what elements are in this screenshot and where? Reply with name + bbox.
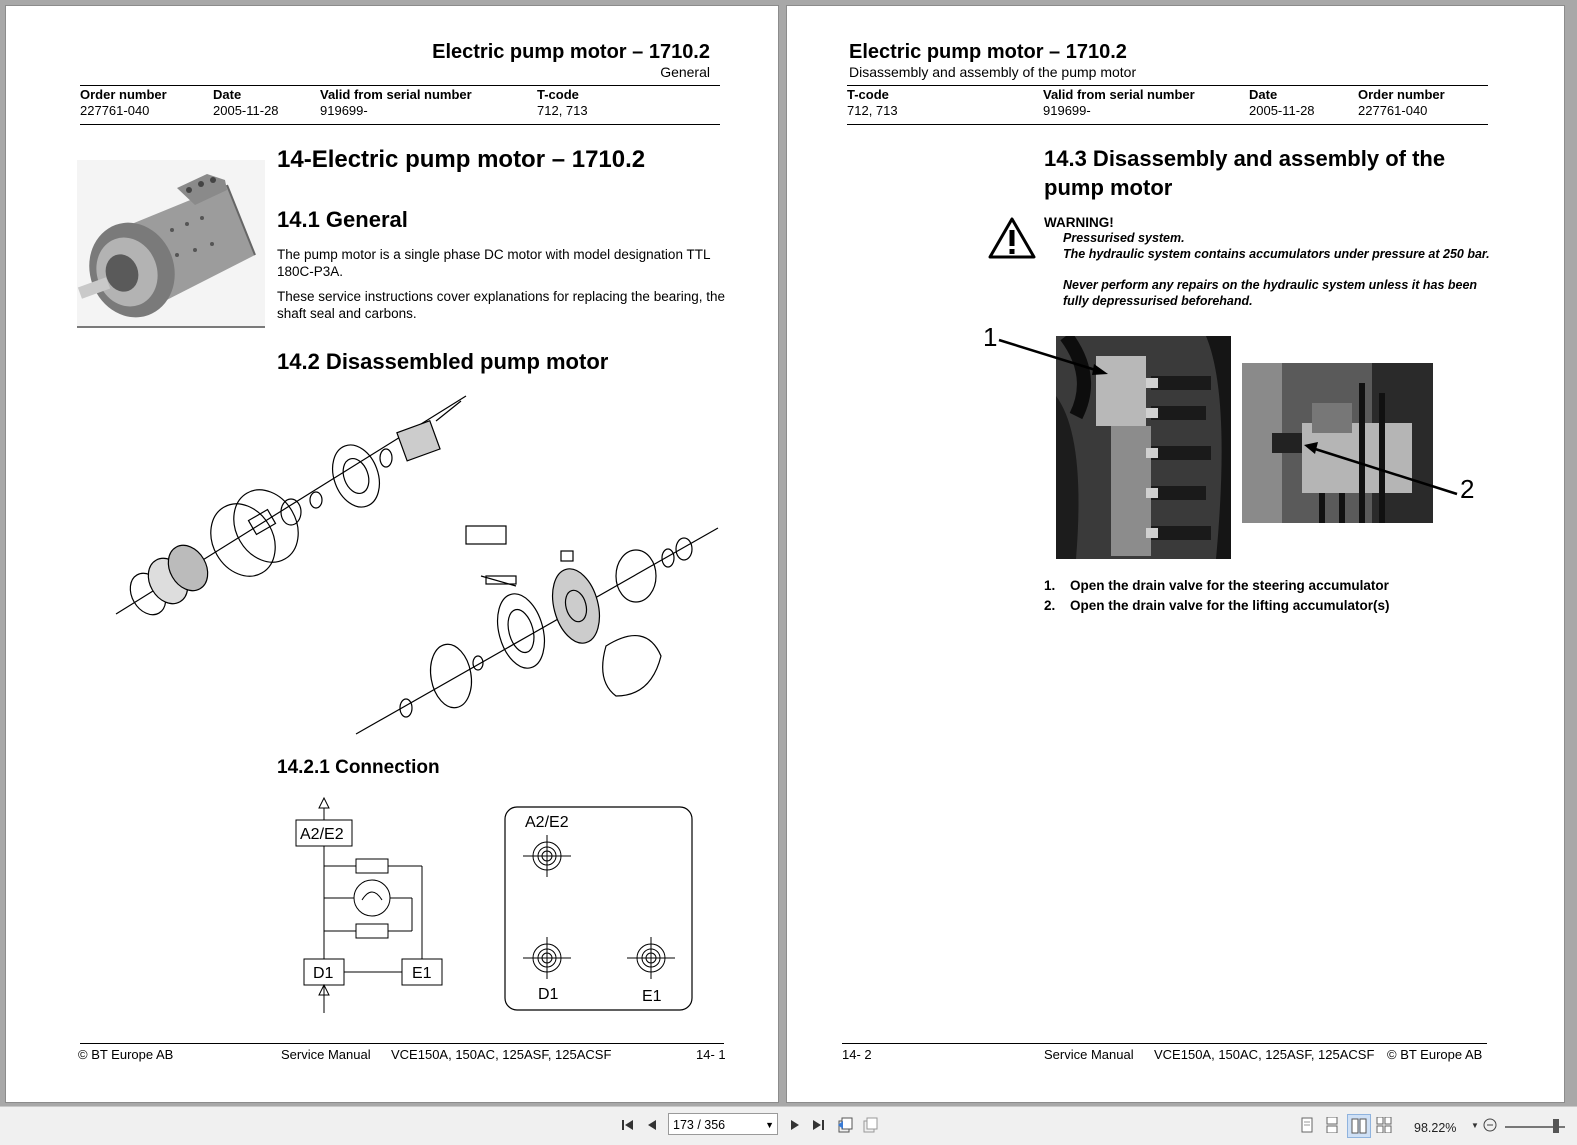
- motor-photo: [77, 160, 265, 328]
- header-subtitle: General: [660, 64, 710, 80]
- footer-rule: [80, 1043, 724, 1044]
- page-dropdown-icon[interactable]: ▼: [765, 1120, 774, 1130]
- terminal-a2e2-label: A2/E2: [525, 814, 569, 831]
- facing-view-icon[interactable]: [1347, 1114, 1371, 1138]
- footer-copyright: © BT Europe AB: [1387, 1047, 1483, 1062]
- header-rule-top: [80, 85, 720, 86]
- footer-manual: Service Manual: [281, 1047, 371, 1062]
- header-rule-bottom: [847, 124, 1488, 125]
- schematic-a2e2-label: A2/E2: [300, 826, 344, 843]
- zoom-slider-thumb[interactable]: [1553, 1119, 1559, 1133]
- header-subtitle: Disassembly and assembly of the pump motor: [849, 64, 1137, 80]
- go-forward-view-icon[interactable]: [860, 1114, 880, 1136]
- warning-line-2: The hydraulic system contains accumulators under pressure at 250 bar.: [1063, 247, 1490, 261]
- section-general-title: 14.1 General: [277, 207, 408, 232]
- section-disassembled-title: 14.2 Disassembled pump motor: [277, 349, 609, 374]
- step-2-text: Open the drain valve for the lifting accumulator(s): [1070, 598, 1390, 613]
- continuous-facing-view-icon[interactable]: [1374, 1114, 1394, 1136]
- first-page-icon[interactable]: [618, 1114, 638, 1136]
- section-title-line1: 14.3 Disassembly and assembly of the: [1044, 146, 1446, 171]
- schematic-d1-label: D1: [313, 965, 334, 982]
- continuous-view-icon[interactable]: [1322, 1114, 1342, 1136]
- terminal-e1-label: E1: [642, 988, 662, 1005]
- page-right: [787, 6, 1564, 1102]
- callout-2: 2: [1460, 474, 1475, 504]
- prev-page-icon[interactable]: [642, 1114, 662, 1136]
- callout-leaders: [982, 322, 1482, 522]
- warning-label: WARNING!: [1044, 215, 1114, 230]
- footer-page-number: 14- 2: [842, 1047, 872, 1062]
- last-page-icon[interactable]: [808, 1114, 828, 1136]
- footer-models: VCE150A, 150AC, 125ASF, 125ACSF: [1154, 1047, 1375, 1062]
- section-connection-title: 14.2.1 Connection: [277, 757, 440, 778]
- meta-serial: Valid from serial number 919699-: [1043, 87, 1195, 118]
- exploded-view-drawing: [106, 386, 726, 746]
- general-para-2: These service instructions cover explanations for replacing the bearing, the shaft seal and carbons.: [277, 289, 725, 321]
- header-rule-bottom: [80, 124, 720, 125]
- warning-line-1: Pressurised system.: [1063, 231, 1185, 245]
- step-2-number: 2.: [1044, 598, 1056, 613]
- schematic-e1-label: E1: [412, 965, 432, 982]
- meta-date: Date 2005-11-28: [1249, 87, 1315, 118]
- general-para-1: The pump motor is a single phase DC motor with model designation TTL 180C-P3A.: [277, 247, 710, 279]
- chapter-title: 14-Electric pump motor – 1710.2: [277, 146, 646, 173]
- footer-manual: Service Manual: [1044, 1047, 1134, 1062]
- go-back-view-icon[interactable]: [835, 1114, 855, 1136]
- footer-rule: [842, 1043, 1487, 1044]
- callout-1: 1: [983, 322, 998, 352]
- zoom-level[interactable]: 98.22%: [1414, 1121, 1457, 1135]
- footer-copyright: © BT Europe AB: [78, 1047, 174, 1062]
- footer-models: VCE150A, 150AC, 125ASF, 125ACSF: [391, 1047, 612, 1062]
- step-1-text: Open the drain valve for the steering accumulator: [1070, 578, 1389, 593]
- warning-line-3: Never perform any repairs on the hydraulic system unless it has been fully depressurised beforehand.: [1063, 278, 1478, 308]
- single-page-view-icon[interactable]: [1297, 1114, 1317, 1136]
- next-page-icon[interactable]: [785, 1114, 805, 1136]
- footer-page-number: 14- 1: [696, 1047, 726, 1062]
- header-title: Electric pump motor – 1710.2: [432, 41, 710, 63]
- meta-tcode: T-code 712, 713: [537, 87, 588, 118]
- zoom-out-icon[interactable]: [1482, 1114, 1498, 1136]
- header-rule-top: [847, 85, 1488, 86]
- warning-triangle-icon: [987, 216, 1037, 260]
- section-title-line2: pump motor: [1044, 175, 1173, 200]
- connection-schematic: [286, 788, 456, 1018]
- meta-serial: Valid from serial number 919699-: [320, 87, 472, 118]
- meta-order-number: Order number 227761-040: [80, 87, 167, 118]
- meta-order-number: Order number 227761-040: [1358, 87, 1445, 118]
- meta-tcode: T-code 712, 713: [847, 87, 898, 118]
- header-title: Electric pump motor – 1710.2: [849, 41, 1127, 63]
- terminal-d1-label: D1: [538, 986, 559, 1003]
- terminal-box-diagram: [503, 805, 698, 1013]
- page-left: [6, 6, 778, 1102]
- page-number-input[interactable]: 173 / 356 ▼: [668, 1113, 778, 1135]
- meta-date: Date 2005-11-28: [213, 87, 279, 118]
- viewer-toolbar: [0, 1106, 1577, 1145]
- zoom-dropdown-icon[interactable]: ▼: [1471, 1120, 1479, 1130]
- step-1-number: 1.: [1044, 578, 1056, 593]
